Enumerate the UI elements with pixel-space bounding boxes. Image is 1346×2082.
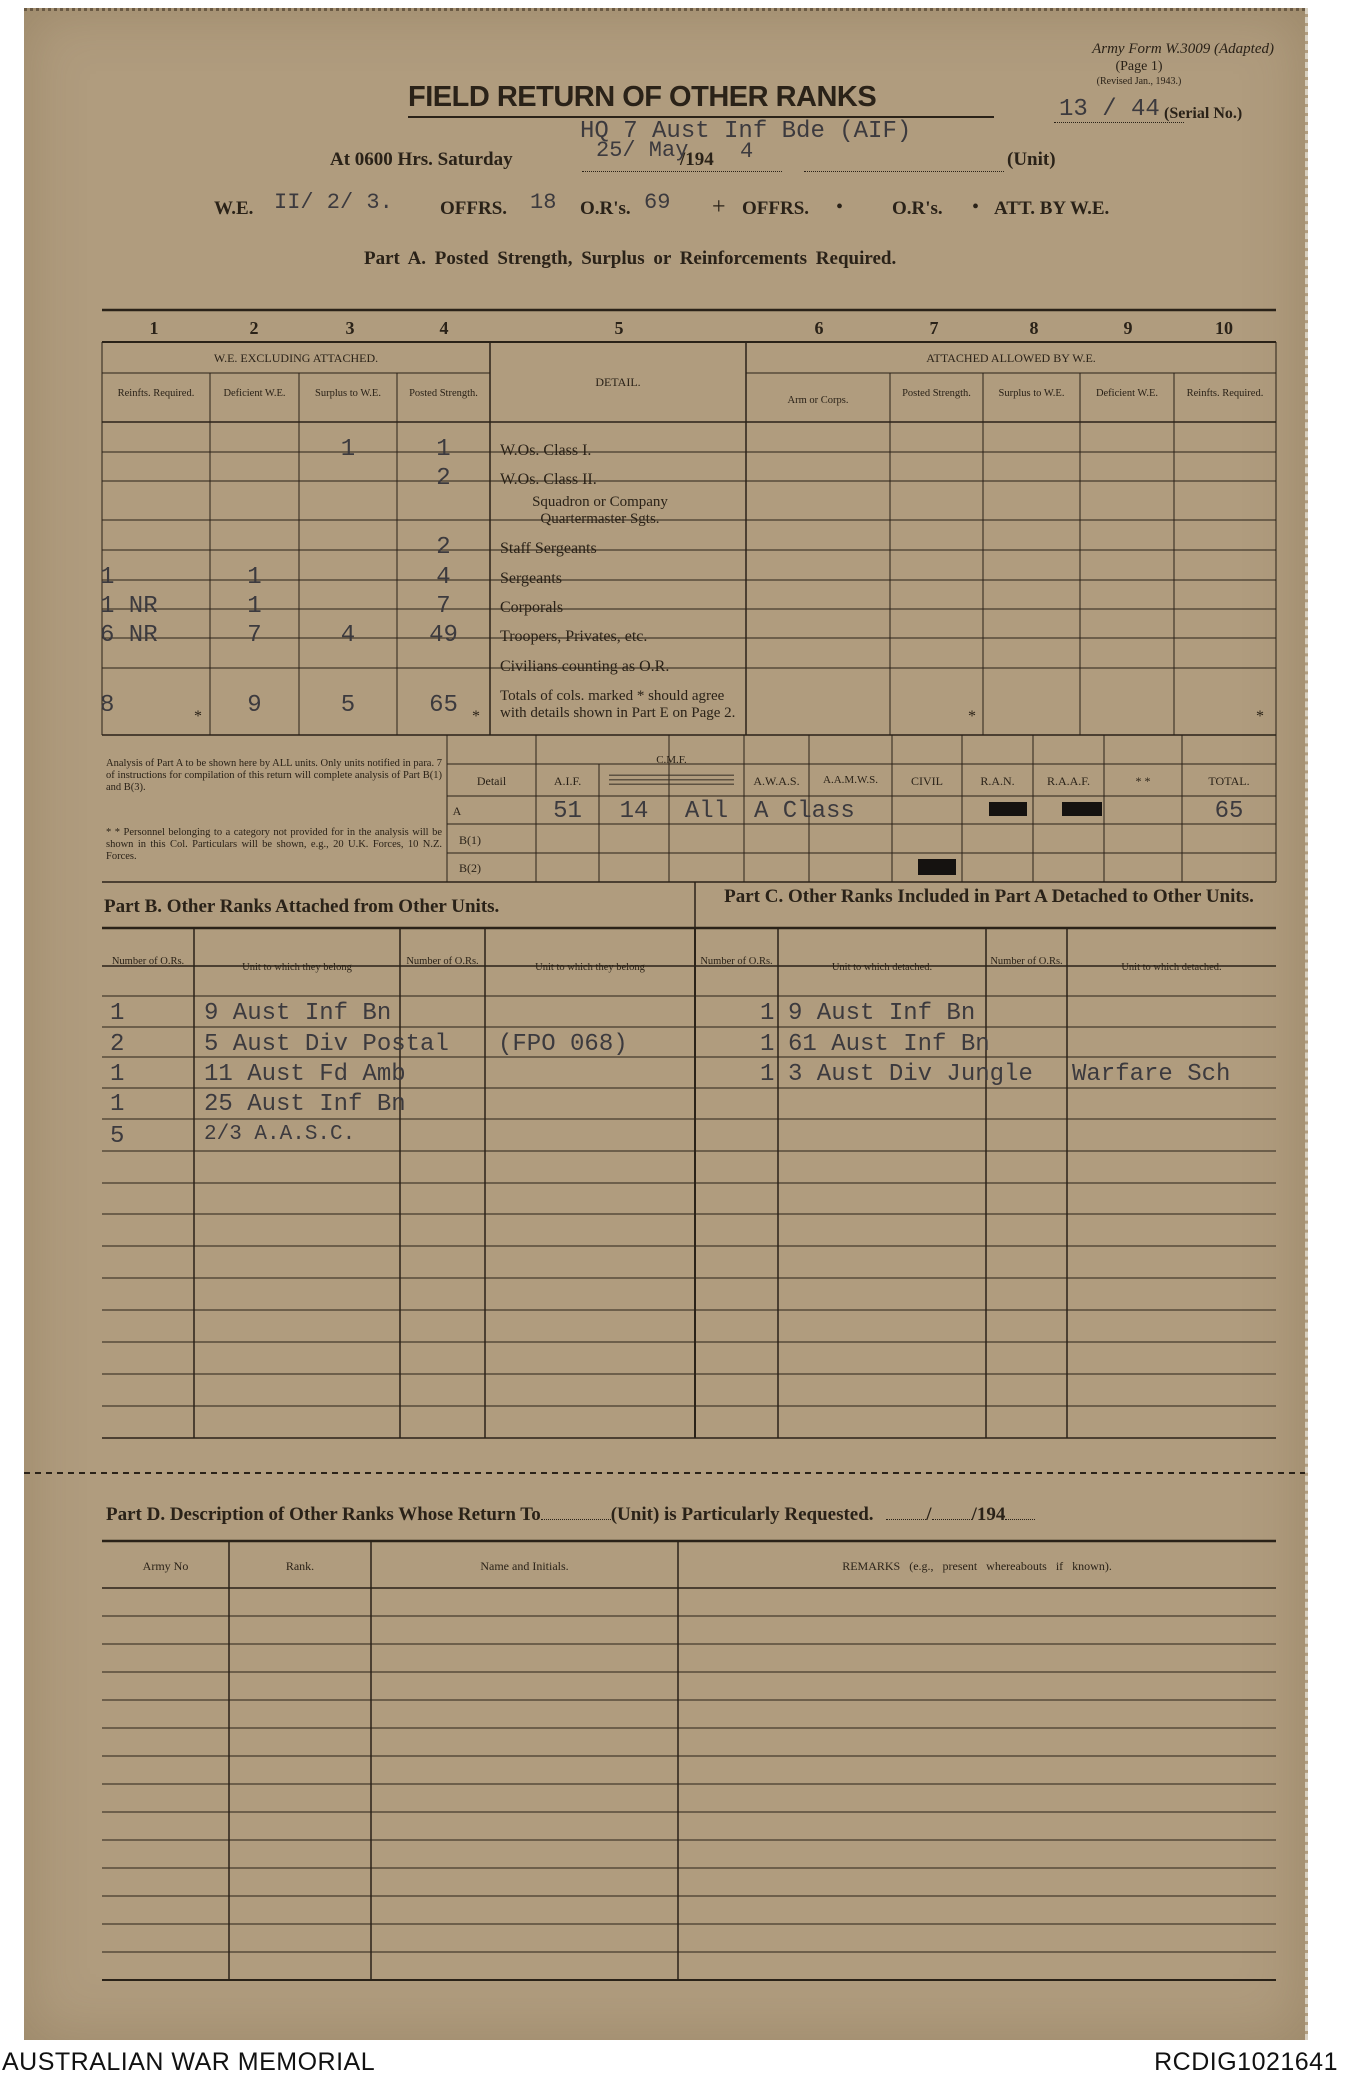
wo1-surplus: 1 xyxy=(340,436,356,463)
detail-wo1: W.Os. Class I. xyxy=(500,442,592,459)
an-row-b2: B(2) xyxy=(459,861,481,875)
an-hdr-civil: CIVIL xyxy=(911,774,943,788)
revised-date: (Revised Jan., 1943.) xyxy=(1096,76,1182,87)
col-number-9: 9 xyxy=(1123,318,1133,338)
detail-wo2: W.Os. Class II. xyxy=(500,471,597,488)
cmf-struck-subheads xyxy=(609,772,734,788)
privates-posted: 49 xyxy=(429,622,458,649)
c-row2-unit: 61 Aust Inf Bn xyxy=(788,1031,990,1058)
totals-surplus: 5 xyxy=(340,692,356,719)
sergeants-deficient: 1 xyxy=(247,564,262,591)
date-value: 25/ May xyxy=(596,138,689,163)
wo2-posted: 2 xyxy=(436,465,451,492)
corporals-deficient: 1 xyxy=(247,593,262,620)
left-group-header: W.E. EXCLUDING ATTACHED. xyxy=(213,351,379,365)
att-posted-star: * xyxy=(968,708,976,725)
b-row2-unit2: (FPO 068) xyxy=(498,1031,628,1058)
totals-reinf-star: * xyxy=(194,708,202,725)
c-hdr-num2: Number of O.Rs. xyxy=(990,956,1063,967)
right-group-header: ATTACHED ALLOWED BY W.E. xyxy=(926,351,1096,365)
ors-value: 69 xyxy=(644,190,671,215)
part-d-unit-line xyxy=(541,1519,611,1520)
b-row4-unit: 25 Aust Inf Bn xyxy=(204,1091,406,1118)
part-a-title: Part A. Posted Strength, Surplus or Reinforcements Required. xyxy=(364,248,897,269)
redaction-raaf xyxy=(1062,802,1102,816)
form-sheet xyxy=(24,8,1308,2040)
part-b-title: Part B. Other Ranks Attached from Other Units. xyxy=(104,896,500,917)
an-row-b1: B(1) xyxy=(459,833,481,847)
hdr-att-surplus: Surplus to W.E. xyxy=(998,388,1065,399)
col-number-5: 5 xyxy=(614,318,624,338)
detail-staff-sgt: Staff Sergeants xyxy=(500,540,597,557)
part-d-year-line xyxy=(1005,1519,1035,1520)
col-number-4: 4 xyxy=(439,318,449,338)
hdr-att-posted: Posted Strength. xyxy=(902,388,971,399)
d-hdr-rank: Rank. xyxy=(285,1559,315,1573)
hdr-posted: Posted Strength. xyxy=(409,388,478,399)
analysis-note-other: * * Personnel belonging to a category not provided for in the analysis will be shown in this Col. Particulars will be shown, e.g., 20 U.K. Forces, 10 N.Z. Forces. xyxy=(106,827,442,862)
b-hdr-unit: Unit to which they belong xyxy=(242,962,352,973)
c-row3-num: 1 xyxy=(760,1061,775,1088)
b-row2-num: 2 xyxy=(110,1031,125,1058)
hdr-att-reinfts: Reinfts. Required. xyxy=(1186,388,1264,399)
privates-reinf: 6 NR xyxy=(100,622,158,649)
redaction-civil xyxy=(918,859,956,875)
detail-header: DETAIL. xyxy=(595,375,641,389)
b-row2-unit: 5 Aust Div Postal xyxy=(204,1031,449,1058)
hdr-reinfts: Reinfts. Required. xyxy=(117,388,195,399)
an-hdr-detail: Detail xyxy=(476,774,507,788)
an-hdr-awas: A.W.A.S. xyxy=(753,774,800,788)
serial-value: 13 / 44 xyxy=(1059,96,1160,123)
att-reinfts-star: * xyxy=(1256,708,1264,725)
an-a-total: 65 xyxy=(1214,798,1244,825)
c-row3-unit: 3 Aust Div Jungle xyxy=(788,1061,1033,1088)
part-d-month-line xyxy=(932,1519,972,1520)
att-label: ATT. BY W.E. xyxy=(994,198,1110,219)
an-a-awas: A Class xyxy=(754,798,855,825)
unit-value: HQ 7 Aust Inf Bde (AIF) xyxy=(580,118,912,145)
hdr-surplus: Surplus to W.E. xyxy=(315,388,381,399)
part-d-title-a: Part D. Description of Other Ranks Whose Return To xyxy=(106,1504,541,1525)
col-number-2: 2 xyxy=(249,318,259,338)
detail-civilians: Civilians counting as O.R. xyxy=(500,658,670,675)
totals-deficient: 9 xyxy=(247,692,262,719)
b-row4-num: 1 xyxy=(110,1091,125,1118)
an-hdr-aif: A.I.F. xyxy=(553,774,582,788)
b-row1-num: 1 xyxy=(110,1000,125,1027)
c-row1-num: 1 xyxy=(760,1000,775,1027)
detail-corporals: Corporals xyxy=(500,599,564,616)
detail-qms: Squadron or Company Quartermaster Sgts. xyxy=(532,494,668,527)
b-hdr-unit2: Unit to which they belong xyxy=(535,962,645,973)
b-row5-num: 5 xyxy=(110,1123,125,1150)
col-number-3: 3 xyxy=(345,318,355,338)
ors2-label: O.R's. xyxy=(892,198,943,219)
an-hdr-raaf: R.A.A.F. xyxy=(1046,774,1091,788)
part-d-title-b: (Unit) is Particularly Requested. xyxy=(610,1504,874,1525)
totals-reinf: 8 xyxy=(100,692,115,719)
we-label: W.E. xyxy=(214,198,254,219)
part-d-year: /194 xyxy=(971,1504,1006,1525)
b-row3-num: 1 xyxy=(110,1061,125,1088)
footer-right: RCDIG1021641 xyxy=(1154,2048,1338,2076)
an-hdr-cmf: C.M.F. xyxy=(656,754,687,766)
page-number: (Page 1) xyxy=(1115,59,1163,74)
sergeants-posted: 4 xyxy=(436,564,451,591)
sergeants-reinf: 1 xyxy=(100,564,115,591)
wo1-posted: 1 xyxy=(436,436,451,463)
an-hdr-total: TOTAL. xyxy=(1208,774,1250,788)
c-hdr-unit: Unit to which detached. xyxy=(831,962,933,973)
col-number-10: 10 xyxy=(1215,318,1233,338)
privates-surplus: 4 xyxy=(340,622,356,649)
an-hdr-ran: R.A.N. xyxy=(980,774,1015,788)
serial-label: (Serial No.) xyxy=(1164,105,1243,122)
redaction-ran xyxy=(989,802,1027,816)
totals-posted-star: * xyxy=(472,708,480,725)
staff-sgt-posted: 2 xyxy=(436,534,451,561)
an-a-cmf1: 14 xyxy=(619,798,649,825)
detail-sergeants: Sergeants xyxy=(500,570,562,587)
year-print: /194 xyxy=(680,149,714,170)
hdr-deficient: Deficient W.E. xyxy=(223,388,286,399)
b-hdr-num: Number of O.Rs. xyxy=(111,956,185,967)
corporals-reinf: 1 NR xyxy=(100,593,158,620)
footer-left: AUSTRALIAN WAR MEMORIAL xyxy=(2,2048,376,2076)
c-row2-num: 1 xyxy=(760,1031,775,1058)
col-number-7: 7 xyxy=(929,318,939,338)
c-hdr-unit2: Unit to which detached. xyxy=(1121,962,1222,973)
part-d-title: Part D. Description of Other Ranks Whose Return To (Unit) is Particularly Requested. / /194 xyxy=(106,1504,1035,1526)
d-hdr-remarks: REMARKS (e.g., present whereabouts if known). xyxy=(842,1559,1112,1573)
col-number-6: 6 xyxy=(814,318,824,338)
privates-deficient: 7 xyxy=(247,622,262,649)
we-value: II/ 2/ 3. xyxy=(274,190,393,215)
detail-totals: Totals of cols. marked * should agree with details shown in Part E on Page 2. xyxy=(500,688,736,721)
col-number-1: 1 xyxy=(149,318,159,338)
part-d-day-line xyxy=(886,1519,926,1520)
offrs-value: 18 xyxy=(530,190,557,215)
d-hdr-name: Name and Initials. xyxy=(480,1559,569,1573)
corporals-posted: 7 xyxy=(436,593,451,620)
an-a-aif: 51 xyxy=(553,798,582,825)
an-row-a: A xyxy=(452,804,462,818)
offrs-label: OFFRS. xyxy=(440,198,508,219)
ors2-value: • xyxy=(972,196,980,218)
totals-posted: 65 xyxy=(429,692,458,719)
an-hdr-other: * * xyxy=(1135,774,1151,788)
c-row1-unit: 9 Aust Inf Bn xyxy=(788,1000,976,1027)
hdr-att-deficient: Deficient W.E. xyxy=(1095,388,1159,399)
an-a-cmf2: All xyxy=(684,798,729,825)
ors-label: O.R's. xyxy=(580,198,631,219)
unit-label: (Unit) xyxy=(1007,149,1056,170)
b-row5-unit: 2/3 A.A.S.C. xyxy=(204,1123,356,1146)
offrs2-value: • xyxy=(836,196,844,218)
plus-sign: + xyxy=(712,194,726,220)
form-id: Army Form W.3009 (Adapted) xyxy=(1092,41,1274,57)
detail-privates: Troopers, Privates, etc. xyxy=(500,628,648,645)
c-hdr-num: Number of O.Rs. xyxy=(700,956,773,967)
b-row1-unit: 9 Aust Inf Bn xyxy=(204,1000,392,1027)
d-hdr-army-no: Army No xyxy=(142,1559,189,1573)
b-hdr-num2: Number of O.Rs. xyxy=(406,956,479,967)
an-hdr-aamws: A.A.M.W.S. xyxy=(823,774,878,786)
c-row3-unit2: Warfare Sch xyxy=(1072,1061,1231,1088)
form-title: FIELD RETURN OF OTHER RANKS xyxy=(408,81,877,113)
hdr-arm-corps: Arm or Corps. xyxy=(787,395,849,406)
year-value: 4 xyxy=(740,139,754,164)
b-row3-unit: 11 Aust Fd Amb xyxy=(204,1061,406,1088)
at-hrs-label: At 0600 Hrs. Saturday xyxy=(330,149,513,170)
col-number-8: 8 xyxy=(1029,318,1039,338)
offrs2-label: OFFRS. xyxy=(742,198,810,219)
analysis-note: Analysis of Part A to be shown here by ALL units. Only units notified in para. 7 of instructions for compilation of this return will complete analysis of Part B(1) and B(3). xyxy=(106,758,442,793)
part-c-title: Part C. Other Ranks Included in Part A Detached to Other Units. xyxy=(724,886,1254,907)
